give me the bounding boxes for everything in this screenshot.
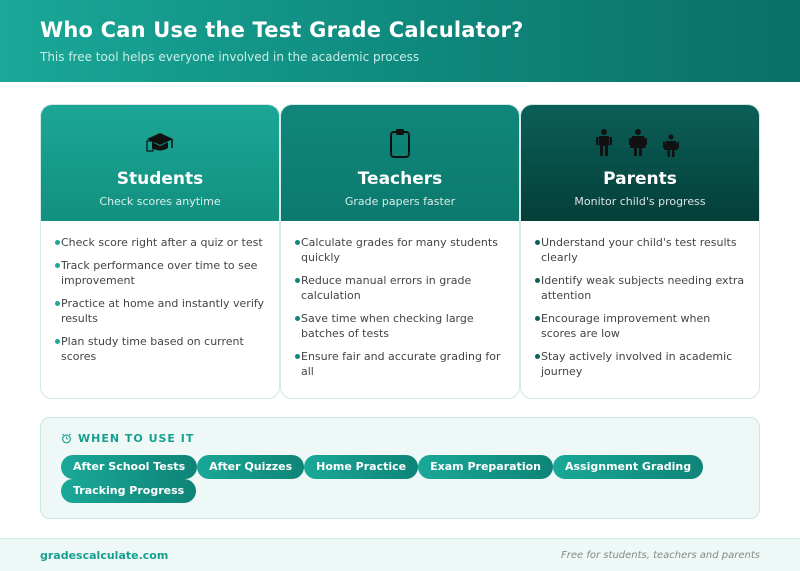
list-item <box>535 349 745 379</box>
page-subtitle: This free tool helps everyone involved in the academic process <box>40 50 420 64</box>
list-item-text: Track performance over time to see improvement <box>61 259 258 287</box>
footer-note: Free for students, teachers and parents <box>561 549 760 561</box>
page-header <box>0 0 800 82</box>
tag-after-school-tests: After School Tests <box>61 455 197 479</box>
list-item <box>295 349 505 379</box>
teachers-card-header <box>281 105 519 221</box>
alarm-clock-icon <box>61 433 72 444</box>
list-item <box>535 311 745 341</box>
graduation-cap-icon <box>41 125 279 161</box>
audience-cards <box>40 104 760 399</box>
bullet-dot <box>295 354 300 359</box>
bullet-dot <box>55 240 60 245</box>
list-item <box>55 334 265 364</box>
bullet-dot <box>295 278 300 283</box>
usage-tags <box>61 455 741 503</box>
list-item-text: Reduce manual errors in grade calculation <box>301 274 472 302</box>
list-item <box>295 273 505 303</box>
page-title: Who Can Use the Test Grade Calculator? <box>40 18 524 42</box>
clipboard-icon <box>281 125 519 161</box>
tag-tracking-progress: Tracking Progress <box>61 479 196 503</box>
when-to-use-panel <box>40 417 760 519</box>
list-item <box>535 235 745 265</box>
list-item <box>55 258 265 288</box>
list-item <box>55 235 265 250</box>
list-item-text: Understand your child's test results clearly <box>541 236 737 264</box>
card-title: Teachers <box>357 169 443 189</box>
students-card-header <box>41 105 279 221</box>
list-item <box>295 311 505 341</box>
card-title: Parents <box>603 169 677 189</box>
tag-exam-preparation: Exam Preparation <box>418 455 553 479</box>
bullet-dot <box>55 339 60 344</box>
parents-card <box>520 104 760 399</box>
bullet-dot <box>535 354 540 359</box>
students-list <box>41 221 279 364</box>
list-item <box>535 273 745 303</box>
bullet-dot <box>535 278 540 283</box>
bullet-dot <box>55 263 60 268</box>
list-item <box>295 235 505 265</box>
tag-home-practice: Home Practice <box>304 455 418 479</box>
students-card <box>40 104 280 399</box>
teachers-list <box>281 221 519 379</box>
list-item-text: Check score right after a quiz or test <box>61 236 263 249</box>
family-icon <box>521 125 759 161</box>
list-item-text: Calculate grades for many students quickly <box>301 236 498 264</box>
bullet-dot <box>55 301 60 306</box>
when-to-use-heading <box>61 432 739 445</box>
bullet-dot <box>295 316 300 321</box>
list-item-text: Practice at home and instantly verify results <box>61 297 265 325</box>
card-subtitle: Check scores anytime <box>99 195 221 208</box>
card-title: Students <box>116 169 204 189</box>
card-subtitle: Monitor child's progress <box>574 195 706 208</box>
card-subtitle: Grade papers faster <box>344 195 456 208</box>
parents-card-header <box>521 105 759 221</box>
page-footer <box>0 538 800 571</box>
list-item-text: Plan study time based on current scores <box>61 335 244 363</box>
bullet-dot <box>295 240 300 245</box>
bullet-dot <box>535 240 540 245</box>
list-item-text: Ensure fair and accurate grading for all <box>301 350 501 378</box>
list-item-text: Identify weak subjects needing extra attention <box>541 274 745 302</box>
list-item <box>55 296 265 326</box>
list-item-text: Save time when checking large batches of tests <box>301 312 474 340</box>
teachers-card <box>280 104 520 399</box>
tag-assignment-grading: Assignment Grading <box>553 455 703 479</box>
list-item-text: Stay actively involved in academic journey <box>541 350 733 378</box>
tag-after-quizzes: After Quizzes <box>197 455 304 479</box>
when-to-use-title: WHEN TO USE IT <box>78 432 195 445</box>
site-link[interactable]: gradescalculate.com <box>40 548 169 562</box>
parents-list <box>521 221 759 379</box>
bullet-dot <box>535 316 540 321</box>
list-item-text: Encourage improvement when scores are low <box>541 312 711 340</box>
